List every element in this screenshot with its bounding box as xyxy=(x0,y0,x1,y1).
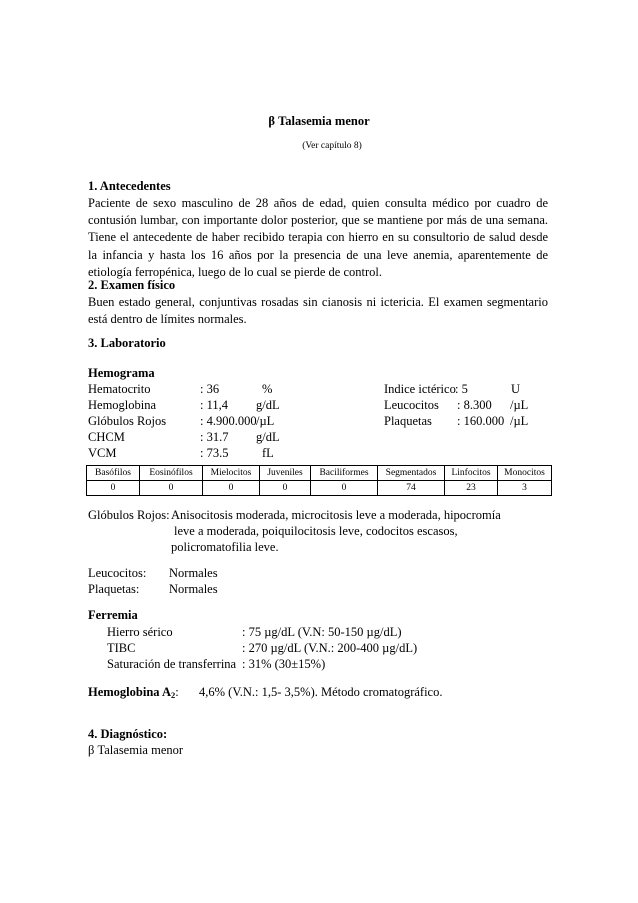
table-header-cell: Linfocitos xyxy=(445,466,498,481)
ferremia-label: Hierro sérico xyxy=(107,625,173,639)
diagnostico-text: β Talasemia menor xyxy=(88,743,184,757)
plaquetas-value: Normales xyxy=(169,582,218,596)
hemograma-label: Hematocrito xyxy=(88,382,151,396)
hemograma-label: VCM xyxy=(88,446,117,460)
hba2-value: 4,6% (V.N.: 1,5- 3,5%). Método cromatográfico. xyxy=(199,685,443,699)
antecedentes-line: la infancia y hasta los 16 años por la presencia de una leve anemia, aparentemente de xyxy=(88,247,548,262)
section-antecedentes xyxy=(88,178,548,281)
hemograma-value: : 73.5 xyxy=(200,446,229,460)
hemograma-unit: /µL xyxy=(510,398,529,412)
antecedentes-line: etiología ferropénica, luego de lo cual se pierde de control. xyxy=(88,264,382,279)
antecedentes-line: Tiene el antecedente de haber recibido terapia con hierro en su consultorio de salud desde xyxy=(88,230,548,245)
ferremia-label: TIBC xyxy=(107,641,136,655)
ferremia-value: : 270 µg/dL (V.N.: 200-400 µg/dL) xyxy=(242,641,418,655)
table-header-cell: Mielocitos xyxy=(203,466,260,481)
hemograma-unit: g/dL xyxy=(256,398,280,412)
document-title: β Talasemia menor xyxy=(268,114,370,128)
hemograma-unit: U xyxy=(511,382,521,396)
hemograma-label: Leucocitos xyxy=(384,398,439,412)
section-examen-fisico xyxy=(88,277,548,328)
document-subtitle: (Ver capítulo 8) xyxy=(302,141,362,151)
hemograma-unit: fL xyxy=(262,446,274,460)
leucocitos-label: Leucocitos: xyxy=(88,566,147,580)
hemograma-label: Plaquetas xyxy=(384,414,432,428)
hemograma-label: Hemoglobina xyxy=(88,398,157,412)
table-header-cell: Baciliformes xyxy=(311,466,378,481)
hemograma-value: : 36 xyxy=(200,382,220,396)
antecedentes-heading: 1. Antecedentes xyxy=(88,179,171,193)
table-header-cell: Segmentados xyxy=(378,466,445,481)
hemograma-unit: /µL xyxy=(256,414,275,428)
table-cell: 0 xyxy=(260,481,311,496)
hemograma-value: : 5 xyxy=(455,382,468,396)
globulos-rojos-line: leve a moderada, poiquilocitosis leve, codocitos escasos, xyxy=(174,524,458,538)
diagnostico-heading: 4. Diagnóstico: xyxy=(88,727,168,741)
leukocyte-differential-table xyxy=(86,465,552,496)
hba2-label-main: Hemoglobina A xyxy=(88,685,171,699)
examen-line: está dentro de límites normales. xyxy=(88,312,247,327)
globulos-rojos-label: Glóbulos Rojos: xyxy=(88,508,170,522)
globulos-rojos-line: policromatofilia leve. xyxy=(171,540,279,554)
table-row xyxy=(87,481,552,496)
table-cell: 0 xyxy=(203,481,260,496)
hemograma-unit: /µL xyxy=(510,414,529,428)
laboratorio-heading: 3. Laboratorio xyxy=(88,336,166,350)
table-header-cell: Juveniles xyxy=(260,466,311,481)
hemograma-value: : 4.900.000 xyxy=(200,414,257,428)
plaquetas-label: Plaquetas: xyxy=(88,582,140,596)
table-header-cell: Eosinófilos xyxy=(140,466,203,481)
hba2-label-sub: 2 xyxy=(171,690,176,700)
leucocitos-value: Normales xyxy=(169,566,218,580)
table-header-row xyxy=(87,466,552,481)
hemograma-label: Indice ictérico xyxy=(384,382,456,396)
hemograma-unit: g/dL xyxy=(256,430,280,444)
antecedentes-line: Paciente de sexo masculino de 28 años de edad, quien consulta médico por cuadro de xyxy=(88,196,548,210)
examen-line: Buen estado general, conjuntivas rosadas sin cianosis ni ictericia. El examen segmentario xyxy=(88,295,548,309)
antecedentes-paragraph xyxy=(88,195,548,281)
globulos-rojos-line: Anisocitosis moderada, microcitosis leve a moderada, hipocromía xyxy=(171,508,501,522)
table-cell: 0 xyxy=(140,481,203,496)
examen-paragraph xyxy=(88,294,548,328)
table-cell: 0 xyxy=(311,481,378,496)
table-cell: 23 xyxy=(445,481,498,496)
hemograma-label: CHCM xyxy=(88,430,125,444)
ferremia-value: : 31% (30±15%) xyxy=(242,657,326,671)
hemograma-unit: % xyxy=(262,382,273,396)
hba2-label-colon: : xyxy=(175,685,179,699)
hemograma-value: : 11,4 xyxy=(200,398,229,412)
antecedentes-line: contusión lumbar, con importante dolor posterior, que se mantiene por más de una semana. xyxy=(88,213,548,228)
hemograma-value: : 31.7 xyxy=(200,430,229,444)
hemograma-label: Glóbulos Rojos xyxy=(88,414,167,428)
examen-heading: 2. Examen físico xyxy=(88,278,176,292)
ferremia-heading: Ferremia xyxy=(88,608,138,622)
table-cell: 74 xyxy=(378,481,445,496)
table-header-cell: Monocitos xyxy=(498,466,552,481)
table-header-cell: Basófilos xyxy=(87,466,140,481)
ferremia-label: Saturación de transferrina xyxy=(107,657,237,671)
hemograma-heading: Hemograma xyxy=(88,366,155,380)
hemograma-value: : 8.300 xyxy=(457,398,492,412)
ferremia-value: : 75 µg/dL (V.N: 50-150 µg/dL) xyxy=(242,625,402,639)
table-cell: 0 xyxy=(87,481,140,496)
hba2-label xyxy=(88,684,179,701)
hemograma-value: : 160.000 xyxy=(457,414,505,428)
table-cell: 3 xyxy=(498,481,552,496)
